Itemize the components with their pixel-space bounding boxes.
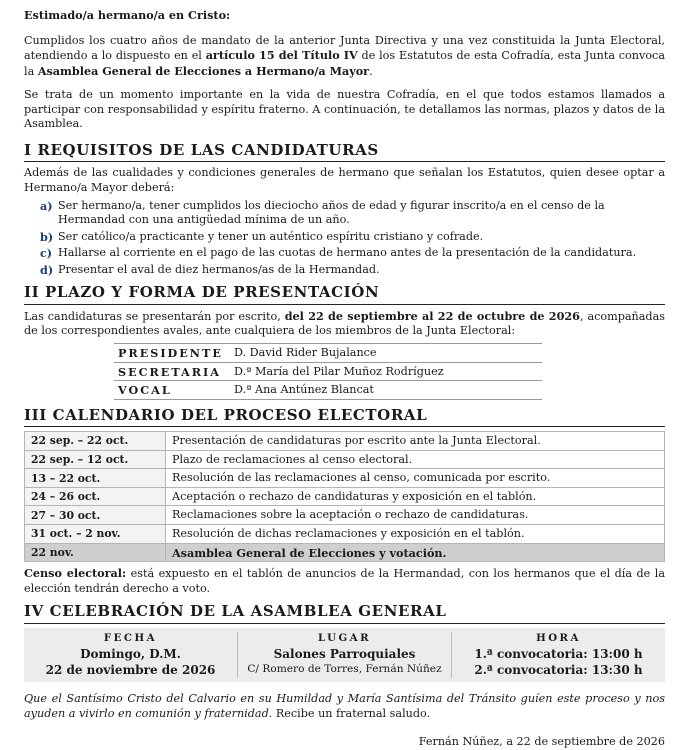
member-name: D. David Rider Bujalance [230,344,542,363]
calendar-desc: Resolución de dichas reclamaciones y exposición en el tablón. [166,525,665,544]
fecha-day: Domingo, D.M. [80,647,181,661]
intro-paragraph-1: Cumplidos los cuatro años de mandato de la anterior Junta Directiva y una vez constituida la Junta Electoral, atendiendo a lo dispuesto en el artículo 15 del Título IV de los Estatutos de esta Cofradía, esta Junta convoca la Asamblea General de Elecciones a Hermano/a Mayor. [24,33,665,78]
item-letter: b) [40,229,54,244]
table-row [114,362,542,381]
member-role: SECRETARIA [114,362,230,381]
table-row [25,432,665,451]
member-role: PRESIDENTE [114,344,230,363]
calendar-desc: Aceptación o rechazo de candidaturas y exposición en el tablón. [166,487,665,506]
list-item [40,246,665,261]
census-note: Censo electoral: está expuesto en el tablón de anuncios de la Hermandad, con los hermanos que el día de la elección tendrán derecho a voto. [24,566,665,595]
calendar-date: 22 sep. – 12 oct. [25,450,166,469]
item-text: Ser hermano/a, tener cumplidos los dieciocho años de edad y figurar inscrito/a en el censo de la Hermandad con una antigüedad mínima de un año. [58,198,605,227]
calendar-date: 24 – 26 oct. [25,487,166,506]
lugar-header: LUGAR [317,631,372,644]
list-item [40,199,665,228]
plazo-dates: del 22 de septiembre al 22 de octubre de 2026 [284,308,580,323]
table-row [25,450,665,469]
electoral-letter [24,0,665,750]
calendar-date: 13 – 22 oct. [25,469,166,488]
calendar-date: 27 – 30 oct. [25,506,166,525]
calendar-date: 22 sep. – 22 oct. [25,432,166,451]
item-text: Presentar el aval de diez hermanos/as de la Hermandad. [58,262,380,276]
section-celebracion-title: IV CELEBRACIÓN DE LA ASAMBLEA GENERAL [24,602,665,624]
table-row [25,487,665,506]
junta-electoral-table [114,343,542,400]
lugar-column [238,632,452,678]
closing-paragraph: Que el Santísimo Cristo del Calvario en su Humildad y María Santísima del Tránsito guíen este proceso y nos ayuden a vivirlo en comunión y fraternidad. Recibe un fraternal saludo. [24,692,665,720]
list-item [40,263,665,278]
section-calendario-title: III CALENDARIO DEL PROCESO ELECTORAL [24,406,665,428]
table-row-highlight [25,543,665,562]
table-row [25,469,665,488]
lugar-address: C/ Romero de Torres, Fernán Núñez [247,662,442,675]
item-text: Hallarse al corriente en el pago de las cuotas de hermano antes de la presentación de la candidatura. [58,246,637,260]
table-row [114,381,542,400]
calendar-date: 22 nov. [25,543,166,562]
calendar-desc: Reclamaciones sobre la aceptación o rechazo de candidaturas. [166,506,665,525]
census-label: Censo electoral: [24,566,127,581]
fecha-column [24,632,238,678]
calendar-table [24,431,665,562]
member-name: D.ª María del Pilar Muñoz Rodríguez [230,362,542,381]
article-reference: artículo 15 del Título IV [205,48,358,63]
hora-second-call: 2.ª convocatoria: 13:30 h [474,662,643,677]
fecha-header: FECHA [103,631,158,644]
requisitos-lead: Además de las cualidades y condiciones generales de hermano que señalan los Estatutos, quien desee optar a Hermano/a Mayor deberá: [24,166,665,194]
signature-line: Fernán Núñez, a 22 de septiembre de 2026 [418,735,665,749]
section-plazo-title: II PLAZO Y FORMA DE PRESENTACIÓN [24,283,665,305]
calendar-desc: Plazo de reclamaciones al censo electoral. [166,450,665,469]
assembly-name: Asamblea General de Elecciones a Hermano/a Mayor [37,63,370,78]
calendar-desc: Asamblea General de Elecciones y votación. [166,543,665,562]
hora-first-call: 1.ª convocatoria: 13:00 h [474,647,643,661]
requisitos-list [24,199,665,278]
intro-paragraph-2: Se trata de un momento importante en la vida de nuestra Cofradía, en el que todos estamos llamados a participar con responsabilidad y espíritu fraterno. A continuación, te detallamos las normas, plazos y datos de la Asamblea. [24,88,665,131]
calendar-date: 31 oct. – 2 nov. [25,525,166,544]
table-row [25,506,665,525]
section-requisitos-title: I REQUISITOS DE LAS CANDIDATURAS [24,141,665,163]
table-row [114,344,542,363]
list-item [40,230,665,245]
table-row [25,525,665,544]
hora-header: HORA [536,631,581,644]
item-letter: c) [40,246,53,261]
item-letter: d) [40,262,54,277]
member-name: D.ª Ana Antúnez Blancat [230,381,542,400]
assembly-details [24,628,665,682]
calendar-desc: Resolución de las reclamaciones al censo, comunicada por escrito. [166,469,665,488]
hora-column [452,632,665,678]
plazo-text: Las candidaturas se presentarán por escrito, del 22 de septiembre al 22 de octubre de 2026, acompañadas de los correspondientes avales, ante cualquiera de los miembros de la Junta Electoral: [24,308,665,338]
item-text: Ser católico/a practicante y tener un auténtico espíritu cristiano y cofrade. [58,229,484,243]
member-role: VOCAL [114,381,230,400]
greeting: Estimado/a hermano/a en Cristo: [24,8,231,22]
lugar-name: Salones Parroquiales [273,647,416,661]
calendar-desc: Presentación de candidaturas por escrito ante la Junta Electoral. [166,432,665,451]
item-letter: a) [40,198,53,213]
fecha-date: 22 de noviembre de 2026 [45,662,216,677]
